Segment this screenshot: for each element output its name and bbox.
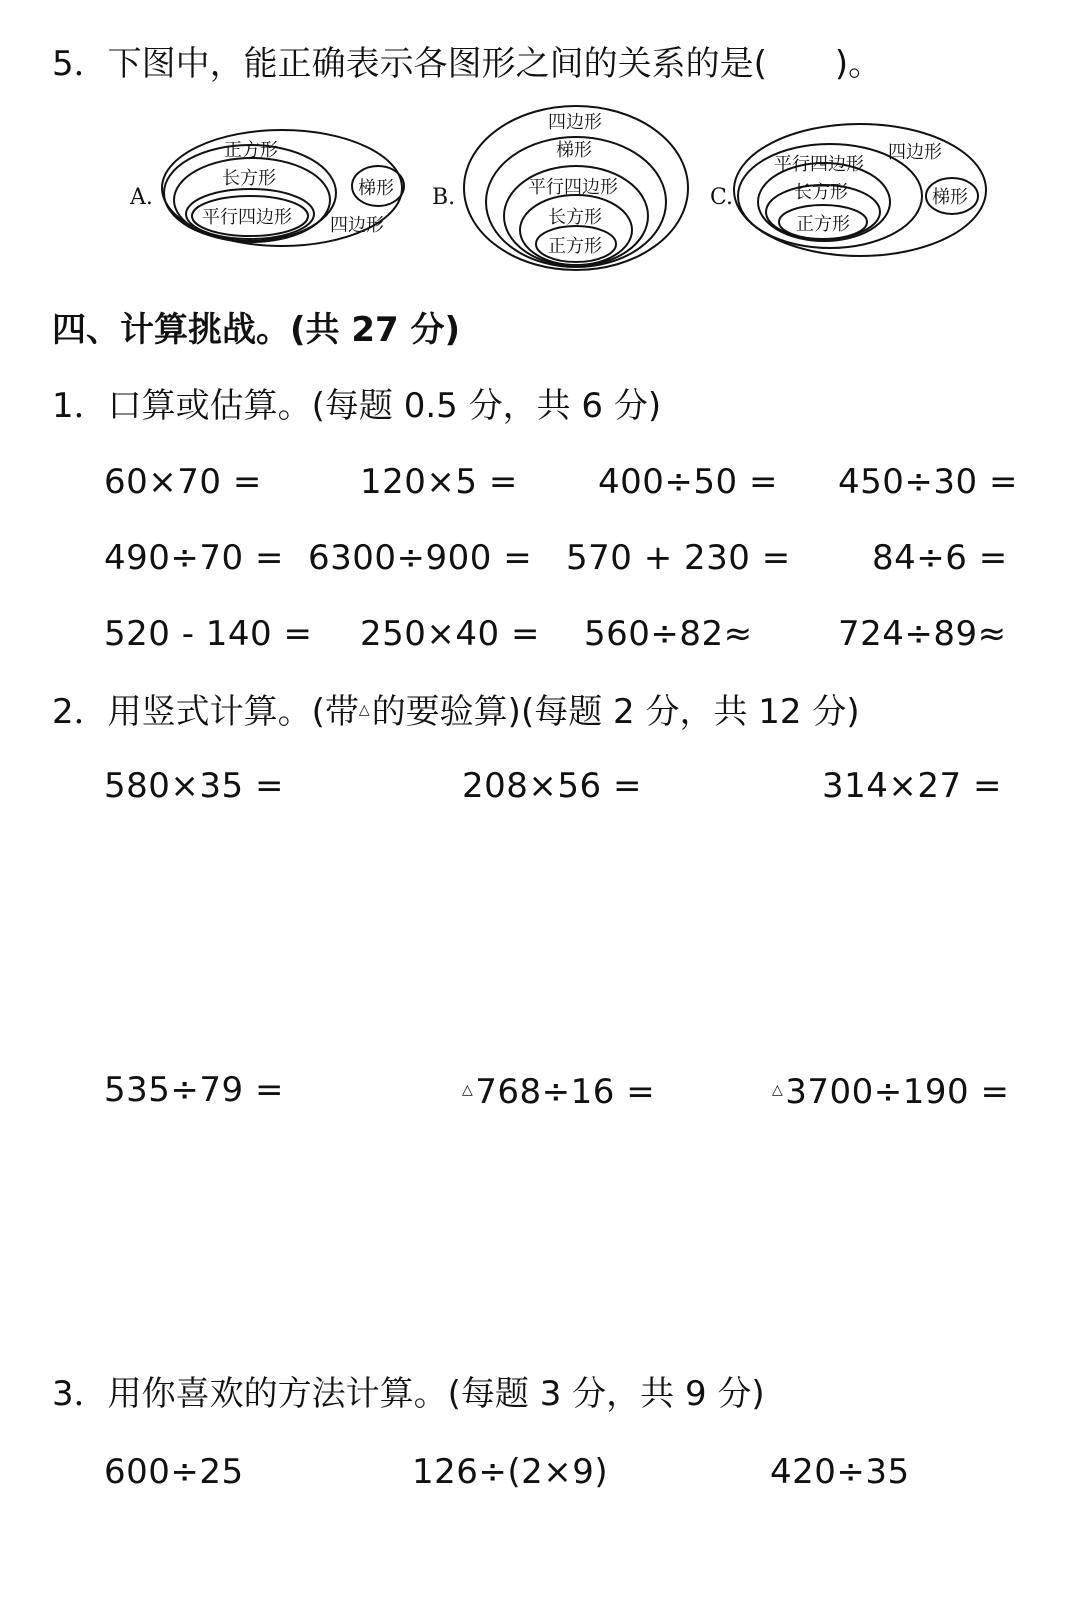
expression: 400÷50 =	[598, 462, 778, 502]
section-title: 四、计算挑战。(共 27 分)	[52, 310, 461, 350]
problem-3-title: 3．用你喜欢的方法计算。(每题 3 分，共 9 分)	[52, 1374, 765, 1414]
problem-1-title: 1．口算或估算。(每题 0.5 分，共 6 分)	[52, 386, 662, 426]
venn-label: 梯形	[556, 140, 592, 161]
expression: 580×35 =	[104, 766, 284, 806]
venn-label: 长方形	[222, 168, 276, 189]
venn-label: 平行四边形	[528, 177, 618, 198]
venn-label: 正方形	[224, 140, 278, 161]
venn-label: 平行四边形	[202, 207, 292, 228]
venn-diagrams	[0, 100, 1080, 290]
venn-label: 平行四边形	[774, 154, 864, 175]
triangle-icon: △	[772, 1082, 784, 1098]
problem-2-title	[52, 690, 860, 732]
expression: 6300÷900 =	[308, 538, 533, 578]
option-letter-a: A.	[130, 185, 153, 210]
expression: 250×40 =	[360, 614, 540, 654]
venn-label: 梯形	[358, 178, 394, 199]
venn-label: 长方形	[794, 182, 848, 203]
expression: 208×56 =	[462, 766, 642, 806]
expression: 724÷89≈	[838, 614, 1007, 654]
question-number: 5．	[52, 44, 108, 84]
venn-label: 梯形	[932, 187, 968, 208]
venn-label: 正方形	[796, 214, 850, 235]
venn-label: 正方形	[548, 236, 602, 257]
expression: 420÷35	[770, 1452, 910, 1492]
venn-label: 四边形	[330, 215, 384, 236]
expression-checked	[462, 1070, 655, 1112]
question-text: 下图中，能正确表示各图形之间的关系的是( )。	[107, 44, 883, 84]
expression: 84÷6 =	[872, 538, 1008, 578]
venn-label: 四边形	[548, 112, 602, 133]
expression: 490÷70 =	[104, 538, 284, 578]
title-suffix: 的要验算)(每题 2 分，共 12 分)	[371, 692, 860, 732]
expression: 314×27 =	[822, 766, 1002, 806]
question-5	[52, 44, 882, 84]
title-prefix: 2．用竖式计算。(带	[52, 692, 359, 732]
expression: 126÷(2×9)	[412, 1452, 609, 1492]
expression: 535÷79 =	[104, 1070, 284, 1110]
expression: 450÷30 =	[838, 462, 1018, 502]
venn-label: 长方形	[548, 207, 602, 228]
expression: 520 - 140 =	[104, 614, 313, 654]
triangle-icon: △	[462, 1082, 474, 1098]
option-letter-c: C.	[710, 185, 734, 210]
expression: 120×5 =	[360, 462, 518, 502]
triangle-icon: △	[358, 702, 370, 718]
expression: 60×70 =	[104, 462, 262, 502]
expression: 560÷82≈	[584, 614, 753, 654]
expression: 570 + 230 =	[566, 538, 791, 578]
expression: 600÷25	[104, 1452, 244, 1492]
option-letter-b: B.	[432, 185, 456, 210]
expression-text: 3700÷190 =	[785, 1072, 1010, 1112]
expression-text: 768÷16 =	[475, 1072, 656, 1112]
expression-checked	[772, 1070, 1010, 1112]
venn-label: 四边形	[888, 142, 942, 163]
